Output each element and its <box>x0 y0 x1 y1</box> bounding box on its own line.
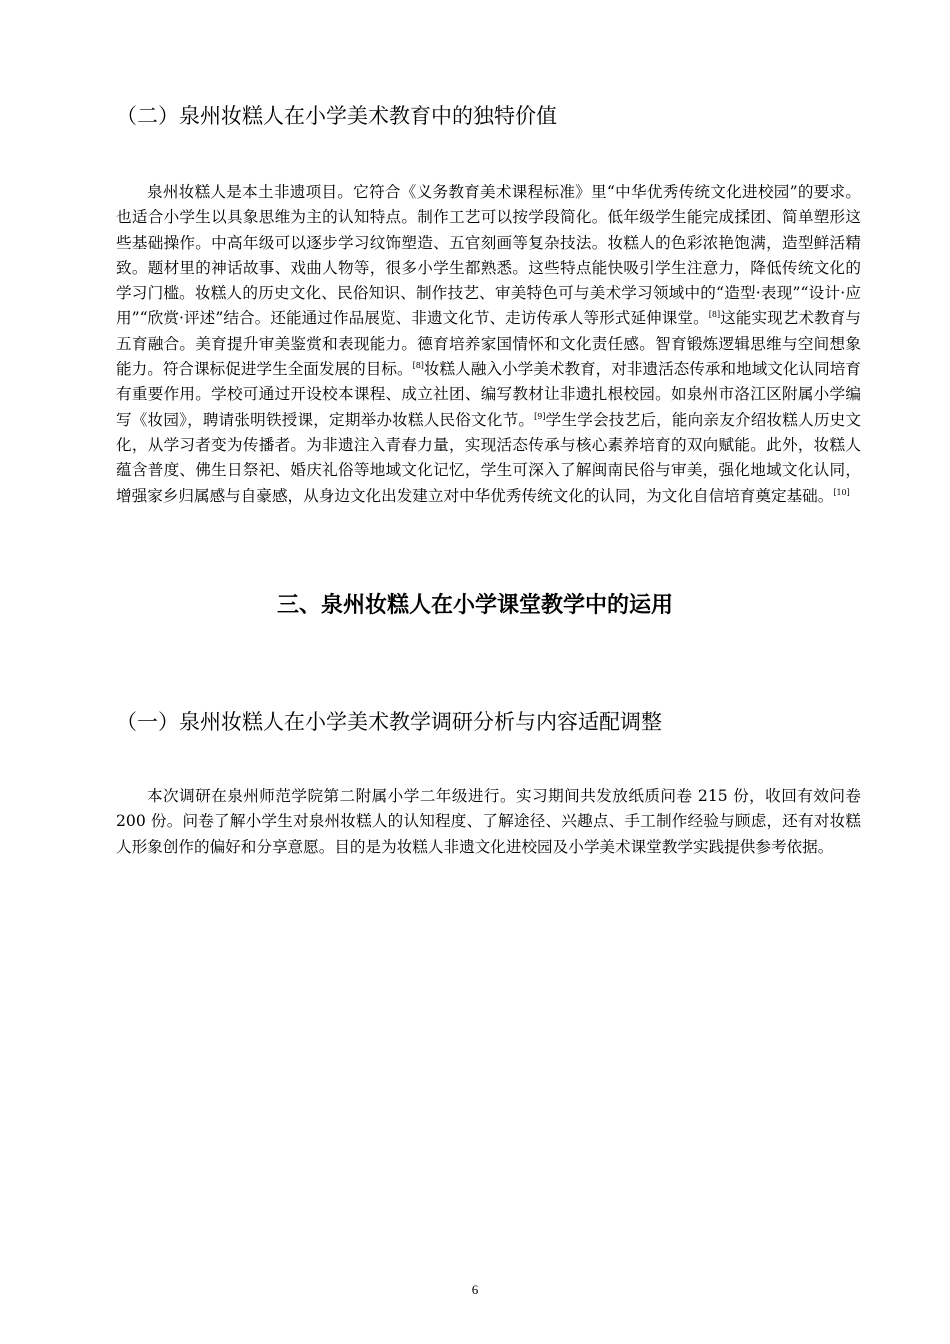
paragraph-text: 泉州妆糕人是本土非遗项目。它符合《义务教育美术课程标准》里“中华优秀传统文化进校园”的要求。也适合小学生以具象思维为主的认知特点。制作工艺可以按学段简化。低年级学生能完成揉团、简单塑形这些基础操作。中高年级可以逐步学习纹饰塑造、五官刻画等复杂技法。妆糕人的色彩浓艳饱满，造型鲜活精致。题材里的神话故事、戏曲人物等，很多小学生都熟悉。这些特点能快吸引学生注意力，降低传统文化的学习门槛。妆糕人的历史文化、民俗知识、制作技艺、审美特色可与美术学习领域中的“造型·表现”“设计·应用”“欣赏·评述”结合。还能通过作品展览、非遗文化节、走访传承人等形式延伸课堂。 <box>116 183 861 328</box>
paragraph-text: 妆糕人融入小学美术教育，对非遗活态传承和地域文化认同培育有重要作用。学校可通过开设校本课程、成立社团、编写教材让非遗扎根校园。如泉州市洛江区附属小学编写《妆园》，聘请张明铁授课，定期举办妆糕人民俗文化节。 <box>116 360 861 429</box>
chapter-heading-3: 三、泉州妆糕人在小学课堂教学中的运用 <box>276 593 673 618</box>
paragraph-text: 这能实现艺术教育与五育融合。美育提升审美鉴赏和表现能力。德育培养家国情怀和文化责任感。智育锻炼逻辑思维与空间想象能力。符合课标促进学生全面发展的目标。 <box>116 309 861 379</box>
citation-ref: [10] <box>833 487 850 497</box>
page-number: 6 <box>471 1282 479 1297</box>
body-paragraph-unique-value <box>116 180 861 509</box>
paragraph-text: 学生学会技艺后，能向亲友介绍妆糕人历史文化，从学习者变为传播者。为非遗注入青春力量，实现活态传承与核心素养培育的双向赋能。此外，妆糕人蕴含普度、佛生日祭祀、婚庆礼俗等地域文化记忆，学生可深入了解闽南民俗与审美，强化地域文化认同，增强家乡归属感与自豪感，从身边文化出发建立对中华优秀传统文化的认同，为文化自信培育奠定基础。 <box>116 410 861 505</box>
citation-ref: [9] <box>534 411 546 421</box>
section-heading-2-2: （二）泉州妆糕人在小学美术教育中的独特价值 <box>116 104 557 128</box>
citation-ref: [8] <box>708 310 721 320</box>
citation-ref: [8] <box>412 361 424 371</box>
body-paragraph-survey: 本次调研在泉州师范学院第二附属小学二年级进行。实习期间共发放纸质问卷 215 份，收回有效问卷 200 份。问卷了解小学生对泉州妆糕人的认知程度、了解途径、兴趣点、手工制作经验与顾虑，还有对妆糕人形象创作的偏好和分享意愿。目的是为妆糕人非遗文化进校园及小学美术课堂教学实践提供参考依据。 <box>116 787 861 856</box>
section-heading-3-1: （一）泉州妆糕人在小学美术教学调研分析与内容适配调整 <box>116 710 662 734</box>
